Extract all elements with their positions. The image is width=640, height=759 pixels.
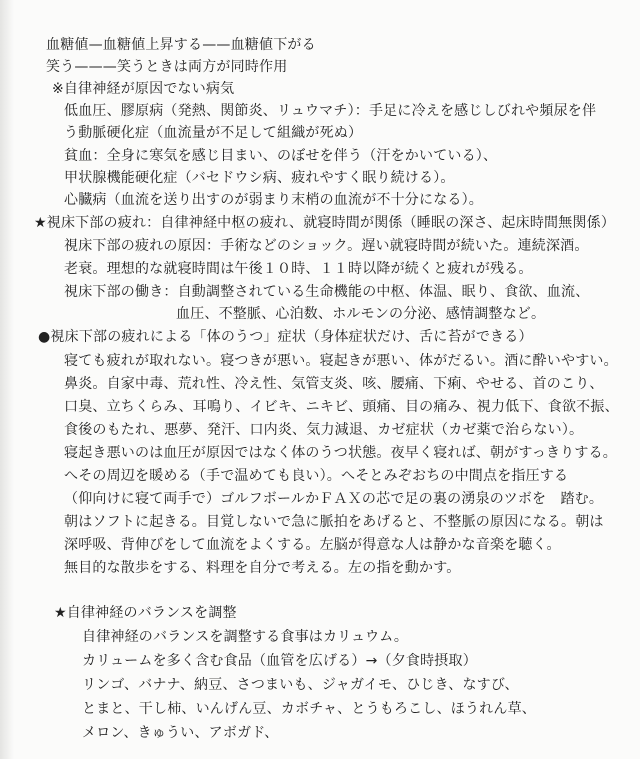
line-7: 甲状腺機能硬化症（バセドウシ病、疲れやすく眠り続ける）。 (64, 170, 455, 186)
line-14: ●視床下部の疲れによる「体のうつ」症状（身体症状だけ、舌に苔ができる） (38, 329, 533, 345)
line-2: 笑う———笑うときは両方が同時作用 (46, 59, 288, 75)
line-23: 深呼吸、背伸びをして血流をよくする。左脳が得意な人は静かな音楽を聴く。 (64, 537, 561, 553)
line-18: 食後のもたれ、悪夢、発汗、口内炎、気力減退、カゼ症状（カゼ薬で治らない）。 (64, 422, 584, 438)
line-20: へその周辺を暖める（手で温めても良い）。へそとみぞおちの中間点を指圧する (64, 468, 569, 484)
line-13: 血圧、不整脈、心泊数、ホルモンの分泌、感情調整など。 (176, 306, 546, 322)
line-8: 心臓病（血流を送り出すのが弱まり末梢の血流が不十分になる）。 (64, 192, 483, 208)
line-19: 寝起き悪いのは血圧が原因ではなく体のうつ状態。夜早く寝れば、朝がすっきりする。 (64, 445, 617, 461)
line-4: 低血圧、膠原病（発熱、関節炎、リュウマチ）：手足に冷えを感じしびれや頻尿を伴 (64, 103, 597, 119)
line-5: う動脈硬化症（血流量が不足して組織が死ぬ） (64, 125, 363, 141)
line-1: 血糖値—血糖値上昇する——血糖値下がる (46, 37, 316, 53)
line-3: ※自律神経が原因でない病気 (52, 81, 235, 97)
line-24: 無目的な散歩をする、料理を自分で考える。左の指を動かす。 (64, 560, 461, 576)
line-28: リンゴ、バナナ、納豆、さつまいも、ジャガイモ、ひじき、なすび、 (82, 677, 519, 693)
line-17: 口臭、立ちくらみ、耳鳴り、イビキ、ニキビ、頭痛、目の痛み、視力低下、食欲不振、 (64, 399, 619, 415)
line-16: 鼻炎。自家中毒、荒れ性、冷え性、気管支炎、咳、腰痛、下痢、やせる、首のこり、 (64, 376, 604, 392)
line-27: カリュームを多く含む食品（血管を広げる）→（夕食時摂取） (82, 653, 477, 669)
line-9: ★視床下部の疲れ：自律神経中枢の疲れ、就寝時間が関係（睡眠の深さ、起床時間無関係） (34, 215, 616, 231)
line-21: （仰向けに寝て両手で）ゴルフボールかＦＡＸの芯で足の裏の湧泉のツボを 踏む。 (64, 491, 604, 507)
line-12: 視床下部の働き：自動調整されている生命機能の中枢、体温、眠り、食欲、血流、 (64, 284, 590, 300)
line-15: 寝ても疲れが取れない。寝つきが悪い。寝起きが悪い、体がだるい。酒に酔いやすい。 (64, 353, 618, 369)
line-10: 視床下部の疲れの原因：手術などのショック。遅い就寝時間が続いた。連続深酒。 (64, 238, 589, 254)
line-26: 自律神経のバランスを調整する食事はカリュウム。 (82, 629, 409, 645)
line-29: とまと、干し柿、いんげん豆、カボチャ、とうもろこし、ほうれん草、 (82, 701, 536, 717)
line-11: 老衰。理想的な就寝時間は午後１０時、１１時以降が続くと疲れが残る。 (64, 261, 533, 277)
line-30: メロン、きゅうい、アボガド、 (82, 725, 279, 741)
line-22: 朝はソフトに起きる。目覚しないで急に脈拍をあげると、不整脈の原因になる。朝は (64, 514, 604, 530)
line-25: ★自律神経のバランスを調整 (54, 605, 237, 621)
line-6: 貧血：全身に寒気を感じ目まい、のぼせを伴う（汗をかいている）、 (64, 148, 498, 164)
